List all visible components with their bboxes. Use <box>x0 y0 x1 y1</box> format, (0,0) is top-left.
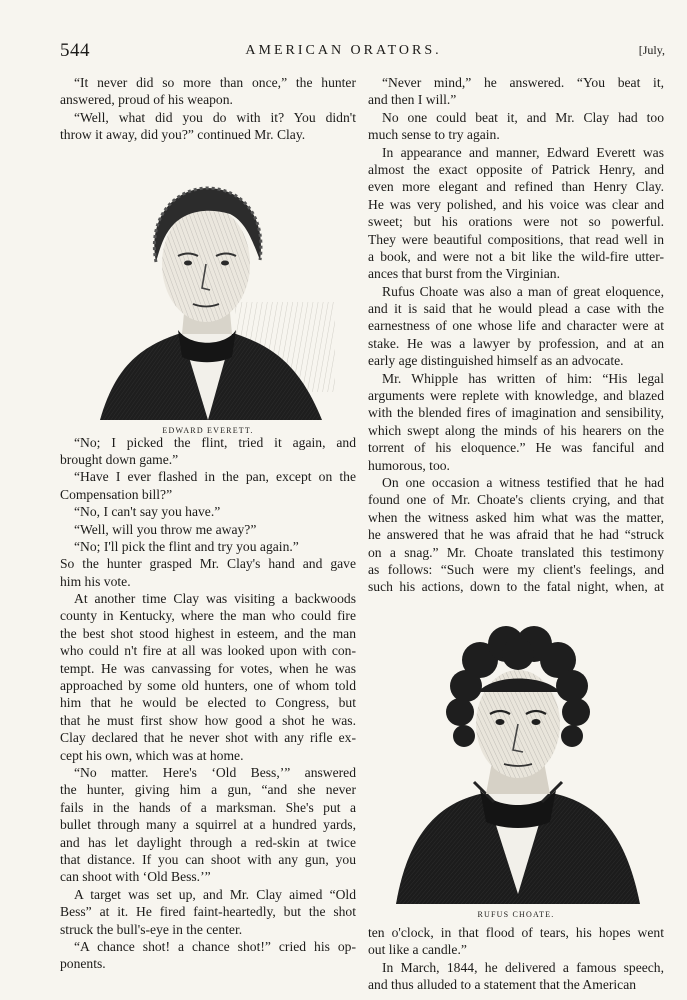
text-line: “No matter. Here's ‘Old Bess,’” answered <box>74 764 356 780</box>
text-line: him that he would be elected to Congress, but <box>60 695 356 711</box>
text-line: ponents. <box>60 956 106 972</box>
text-line: “No; I'll pick the flint and try you again.” <box>74 538 299 554</box>
text-line: him his vote. <box>60 573 131 589</box>
text-line: when the witness asked him what was the matter, <box>368 509 664 525</box>
text-line: arguments were replete with knowledge, and blazed <box>368 388 664 404</box>
text-line: earnestness of one whose life and character were at <box>368 318 664 334</box>
running-month: [July, <box>638 43 665 57</box>
text-line: “Never mind,” he answered. “You beat it, <box>382 75 664 90</box>
portrait-engraving-icon <box>368 604 664 906</box>
text-line: stake. He was a lawyer by profession, and at an <box>368 335 664 351</box>
text-line: ances that burst from the Virginian. <box>368 266 560 282</box>
text-line: Clay declared that he never shot with any rifle ex- <box>60 730 356 746</box>
text-line: answered, proud of his weapon. <box>60 92 233 108</box>
running-title: AMERICAN ORATORS. <box>245 43 442 58</box>
text-line: “Have I ever flashed in the pan, except on the <box>74 469 356 485</box>
text-line: county in Kentucky, where the man who could fire <box>60 608 356 624</box>
text-line: “Well, will you throw me away?” <box>74 521 257 537</box>
everett-caption: EDWARD EVERETT. <box>162 425 254 435</box>
right-top-text <box>368 74 664 596</box>
text-line: They were beautiful compositions, that read well in <box>368 231 664 247</box>
text-line: which swept along the minds of his hearers on the <box>368 422 664 438</box>
text-line: struck the bull's-eye in the center. <box>60 921 243 937</box>
text-line: tempt. He was canvassing for votes, when he was <box>60 660 356 676</box>
right-bottom-text <box>368 924 664 994</box>
text-line: Mr. Whipple has written of him: “His legal <box>382 370 664 386</box>
left-column <box>60 74 356 973</box>
text-line: and then I will.” <box>368 92 457 108</box>
text-line: “No, I can't say you have.” <box>74 504 221 520</box>
text-line: and has let daylight through a red-skin at twice <box>60 834 356 850</box>
text-line: almost the exact opposite of Patrick Henry, and <box>368 161 664 177</box>
text-line: In appearance and manner, Edward Everett was <box>382 144 664 160</box>
text-line: he answered that he was afraid that he had “struck <box>368 527 664 543</box>
text-line: At another time Clay was visiting a backwoods <box>74 591 356 607</box>
text-line: the best shot stood highest in esteem, and the man <box>60 625 356 641</box>
text-line: that distance. If you can shoot with any gun, you <box>60 851 356 867</box>
left-bottom-text <box>60 434 356 973</box>
portrait-engraving-icon <box>60 152 356 422</box>
choate-portrait <box>368 604 664 924</box>
text-line: Rufus Choate was also a man of great eloquence, <box>382 283 664 299</box>
text-line: such his actions, down to the fatal night, when, at <box>368 579 664 595</box>
text-line: throw it away, did you?” continued Mr. Clay. <box>60 127 306 143</box>
text-line: and thus alluded to a statement that the American <box>368 976 637 992</box>
text-line: can shoot with ‘Old Bess.’” <box>60 869 211 885</box>
choate-caption: RUFUS CHOATE. <box>477 909 555 919</box>
text-line: and it is said that he would plead a case with the <box>368 301 664 317</box>
text-line: humorous, too. <box>368 457 450 473</box>
text-line: No one could beat it, and Mr. Clay had too <box>382 109 664 125</box>
text-line: “It never did so more than once,” the hunter <box>74 75 356 90</box>
text-line: who could n't fire at all was looked upon with con- <box>60 643 356 659</box>
text-line: a book, and were not a bit like the wild-fire utter- <box>368 248 664 264</box>
text-line: torrent of his eloquence.” He was fanciful and <box>368 440 664 456</box>
text-line: ten o'clock, in that flood of tears, his hopes went <box>368 924 664 940</box>
text-line: that he must first show how good a shot he was. <box>60 712 356 728</box>
running-head <box>0 40 687 62</box>
text-line: early age distinguished himself as an advocate. <box>368 353 624 369</box>
text-line: with the blended fires of imagination and sensibility, <box>368 405 664 421</box>
text-line: brought down game.” <box>60 451 179 467</box>
text-line: as follows: “Such were my client's feelings, and <box>368 561 664 577</box>
text-line: Compensation bill?” <box>60 486 173 502</box>
page-number: 544 <box>60 40 90 61</box>
text-line: cept his own, which was at home. <box>60 747 244 763</box>
text-line: much sense to try again. <box>368 127 500 143</box>
text-line: sweet; but his orations were not so powerful. <box>368 214 664 230</box>
text-line: On one occasion a witness testified that he had <box>382 474 664 490</box>
left-top-text <box>60 74 356 144</box>
text-line: A target was set up, and Mr. Clay aimed “Old <box>74 886 356 902</box>
text-line: So the hunter grasped Mr. Clay's hand and gave <box>60 556 356 572</box>
text-line: Bess” at it. He fired faint-heartedly, but the shot <box>60 904 356 920</box>
text-line: out like a candle.” <box>368 942 467 958</box>
everett-portrait <box>60 152 356 434</box>
text-line: the hunter, giving him a gun, “and she never <box>60 782 356 798</box>
text-line: He was very polished, and his voice was clear and <box>368 196 664 212</box>
text-line: found one of Mr. Choate's clients crying, and that <box>368 492 664 508</box>
text-line: even more elegant and refined than Henry Clay. <box>368 179 664 195</box>
text-line: bullet through many a squirrel at a hundred yards, <box>60 817 356 833</box>
text-line: “No; I picked the flint, tried it again, and <box>74 434 356 450</box>
text-line: fails in the hands of a marksman. She's put a <box>60 799 356 815</box>
text-line: approached by some old hunters, one of whom told <box>60 678 356 694</box>
text-line: “Well, what did you do with it? You didn't <box>74 109 356 125</box>
text-line: “A chance shot! a chance shot!” cried his op- <box>74 938 356 954</box>
text-line: In March, 1844, he delivered a famous speech, <box>382 959 664 975</box>
text-line: on a snag.” Mr. Choate translated this testimony <box>368 544 664 560</box>
right-column <box>368 74 664 993</box>
